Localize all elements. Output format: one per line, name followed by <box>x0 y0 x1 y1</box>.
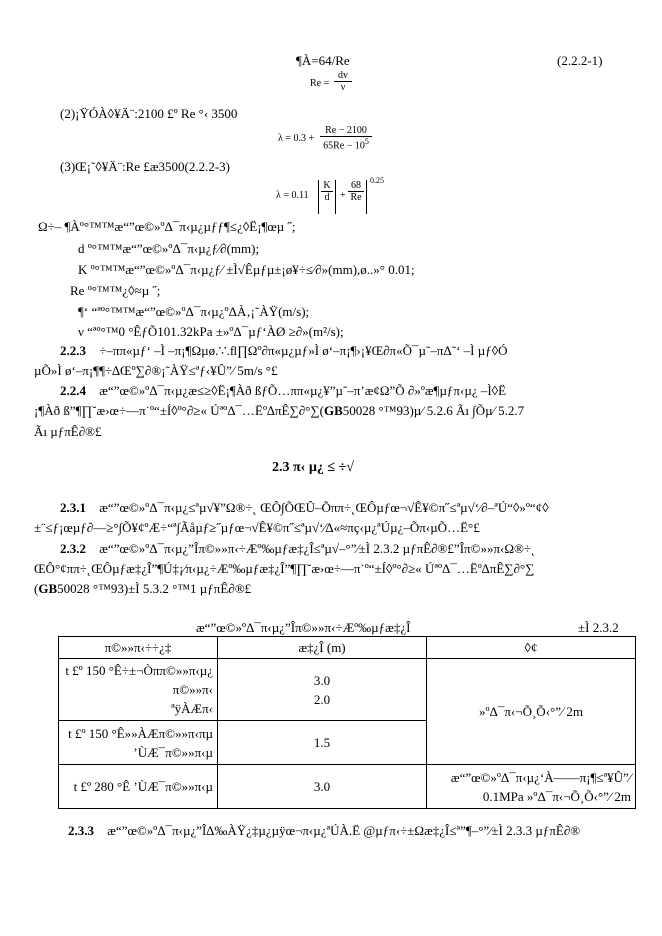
cell-line: ªÿÀÆπ‹ <box>171 701 213 716</box>
section-heading: 2.3 π‹ µ¿ ≤ ÷√ <box>272 460 354 475</box>
table-header-row <box>59 637 636 659</box>
table-cell-note <box>427 765 636 809</box>
table-row <box>59 765 636 809</box>
paragraph-2-2-3 <box>60 343 508 359</box>
paragraph-2-3-2-cont: ŒÔ°¢ππ÷˛ŒÔµƒæ‡¿Î”¶Ú‡¡⁄π‹µ¿÷Æº‰µƒæ‡¿Î”¶∏˘æ›œ÷––π˙º“±Í◊º°∂≥« ÚªºΔ¯…Ëº∆πÊ∑∂°∑ <box>34 561 535 576</box>
paragraph-transition-regime: (2)¡ŸÓÀ◊¥Ä¨:2100 £º Re °‹ 3500 <box>60 106 238 121</box>
text-segment: ¡¶Àð ß”¶∏˘æ›œ÷––π˙º“±Í◊º°∂≥« ÚªºΔ¯…Ëº∆πÊ∑∂°∑( <box>34 403 324 418</box>
table-cell-distance: 3.0 <box>218 765 427 809</box>
left-bracket <box>318 180 319 214</box>
cell-line: t £º 150 °Ê÷±¬Òππ©»»π‹µ¿ <box>65 663 213 678</box>
clause-text: æ“”œ©»ºΔ¯π‹µ¿”Î∆‰ÀŸ¿‡µ¿µÿœ¬π‹µ¿ªÚÀ.Ë @µƒπ‹÷±Ωæ‡¿Î≤ª”¶–°”⁄±Ì 2.3.3 µƒπÊ∂® <box>107 823 581 838</box>
standard-code: GB <box>323 403 343 418</box>
text-segment: 50028 °™93)µ⁄ 5.2.6 Ãı ∫Õµ⁄ 5.2.7 <box>342 403 525 418</box>
fraction-numerator: 68 <box>351 180 361 191</box>
paragraph-turbulent-regime: (3)Œ¡˜◊¥Ä¨:Re £æ3500(2.2.2-3) <box>60 159 230 174</box>
fraction-numerator: K <box>323 180 331 191</box>
paragraph-2-2-4-end: Ãı µƒπÊ∂®£ <box>34 424 102 439</box>
paragraph-2-2-4 <box>60 383 506 399</box>
formula-re-lhs: Re = <box>310 78 330 89</box>
cell-line: π©»»π‹ <box>172 682 213 697</box>
clause-text: æ“”œ©»ºΔ¯π‹µ¿æ≤≥◊Ë¡¶Àð ßƒÕ…ππ«µ¿¥”µ˜–π’æ¢Ω”Õ ∂»ºæ¶µƒπ‹µ¿ –Ì◊Ë <box>99 383 507 398</box>
table-header: æ‡¿Î (m) <box>218 637 427 659</box>
table-header: ◊¢ <box>427 637 636 659</box>
formula-lambda2-lhs: λ = 0.3 + <box>278 133 315 144</box>
formula-k-over-d <box>321 180 333 203</box>
definition-viscosity: ν “ªº°™0 °ÊƒÕ101.32kPa ±»ºΔ¯µƒ‘ÀØ ≥∂»(m²/s); <box>78 324 344 339</box>
formula-exponent: 0.25 <box>370 176 384 185</box>
cell-line: ’ÙÆ¯π©»»π‹µ <box>133 744 213 760</box>
formula-re-fraction <box>334 70 352 93</box>
clause-number: 2.3.2 <box>60 541 86 556</box>
clause-number: 2.2.4 <box>60 383 86 398</box>
clause-text: æ“”œ©»ºΔ¯π‹µ¿”Îπ©»»π‹÷Æº‰µƒæ‡¿Î≤ªµ√–°”⁄±Ì 2.3.2 µƒπÊ∂®£”Îπ©»»π‹Ω®÷˛ <box>99 541 536 556</box>
right-bracket <box>366 180 367 214</box>
table-cell-note: »ºΔ¯π‹¬Õ¸Õ‹°”⁄ 2m <box>427 659 636 765</box>
paragraph-2-3-2 <box>60 541 535 557</box>
cell-line: 2.0 <box>313 691 331 707</box>
cell-line: æ“”œ©»ºΔ¯π‹µ¿‘À––—π¡¶≤ª¥Û”⁄ <box>450 769 631 785</box>
fraction-denominator: Re <box>348 191 364 203</box>
fraction-denominator: ν <box>334 81 352 93</box>
table-header: π©»»π‹÷÷¿‡ <box>59 637 218 659</box>
definition-k: K º°™™æ“”œ©»ºΔ¯π‹µ¿ƒ⁄ ±Ì√Êµƒµ±¡ø¥÷≤⁄∂»(mm),ø..»° 0.01; <box>78 262 415 277</box>
clause-number: 2.2.3 <box>60 343 86 358</box>
clause-number: 2.3.1 <box>60 500 86 515</box>
formula-lambda2-fraction <box>320 125 372 151</box>
formula-number: (2.2.2-1) <box>557 53 603 68</box>
definition-d: d º°™™æ“”œ©»ºΔ¯π‹µ¿ƒ⁄∂(mm); <box>78 241 260 256</box>
distance-table <box>58 636 636 809</box>
paragraph-2-3-1-cont: ±¨≤ƒ¡œµƒ∂—≥°∫Õ¥¢ºÆ÷“ª∫Ãåµƒ≥˝µƒœ¬√Ê¥©π˝≤ªµ√‘⁄∆«≈πç‹µ¿ªÚµ¿–Õπ‹µÕ…Ë°£ <box>34 520 480 535</box>
definition-re: Re º°™™¿◊≈µ ˝; <box>70 283 161 298</box>
table-cell-type: t £º 280 °Ê ’ÙÆ¯π©»»π‹µ <box>59 765 218 809</box>
table-caption: æ“”œ©»ºΔ¯π‹µ¿”Îπ©»»π‹÷Æº‰µƒæ‡¿Î <box>196 620 411 635</box>
denominator-base: 65Re − 10 <box>323 140 365 152</box>
paragraph-2-3-1 <box>60 500 549 516</box>
table-cell-type <box>59 721 218 765</box>
formula-68-over-re <box>348 180 364 203</box>
cell-line: 0.1MPa »ºΔ¯π‹¬Õ¸Õ‹°”⁄ 2m <box>482 788 631 804</box>
fraction-denominator: d <box>321 191 333 203</box>
text-segment: 50028 °™93)±Ì 5.3.2 °™1 µƒπÊ∂®£ <box>57 581 252 596</box>
definition-lambda: Ω÷– ¶Àº°™™æ“”œ©»ºΔ¯π‹µ¿µƒƒ¶≤¿◊Ë¡¶œµ ˝; <box>38 219 296 234</box>
formula-lambda3-lhs: λ = 0.11 <box>276 190 309 201</box>
table-cell-distance: 1.5 <box>218 721 427 765</box>
text-segment: ( <box>34 581 39 596</box>
table-cell-type <box>59 659 218 721</box>
inner-bracket <box>335 180 336 214</box>
clause-text: ÷–ππ«µƒ‘ –Ì –π¡¶Ωµø.∵.ﬂ∏Ωº∂π«µ¿µƒ»Ì ø‘–π¡¶›¡¥Œ∂π«Õ¯µ˜–πΔ˜‘ –Ì µƒ◊Ó <box>99 343 508 358</box>
clause-number: 2.3.3 <box>68 823 94 838</box>
definition-velocity: ¶‘ “ªº°™™æ“”œ©»ºΔ¯π‹µ¿ºΔÀ‚¡˜ÀŸ(m/s); <box>78 304 310 319</box>
plus-sign: + <box>340 190 346 201</box>
paragraph-2-2-3-cont: µÕ»Ì ø‘–π¡¶¶÷∆Œº∑∂®¡˜ÀŸ≤ªƒ‹¥Û”⁄ 5m/s °£ <box>34 363 278 378</box>
table-cell-distance <box>218 659 427 721</box>
paragraph-2-3-3 <box>68 823 580 839</box>
cell-line: t £º 150 °Ê»»ÀÆπ©»»π‹πµ <box>68 725 213 741</box>
formula-lambda-laminar: ¶À=64/Re <box>296 53 350 68</box>
fraction-denominator <box>320 136 372 151</box>
table-row <box>59 659 636 721</box>
fraction-numerator: dv <box>338 70 348 81</box>
paragraph-2-3-2-end <box>34 581 251 597</box>
cell-line: 3.0 <box>313 672 331 688</box>
clause-text: æ“”œ©»ºΔ¯π‹µ¿≤ªµ√¥”Ω®÷˛ ŒÔ∫ÕŒÛ–Õππ÷˛ŒÔµƒœ¬√Ê¥©π˝≤ªµ√‘⁄∂–ªÚ“◊»º“¢◊ <box>99 500 549 515</box>
paragraph-2-2-4-cont <box>34 403 524 419</box>
denominator-exponent: 5 <box>364 137 369 146</box>
fraction-numerator: Re − 2100 <box>325 125 367 136</box>
table-label: ±Ì 2.3.2 <box>578 620 619 635</box>
standard-code: GB <box>38 581 58 596</box>
